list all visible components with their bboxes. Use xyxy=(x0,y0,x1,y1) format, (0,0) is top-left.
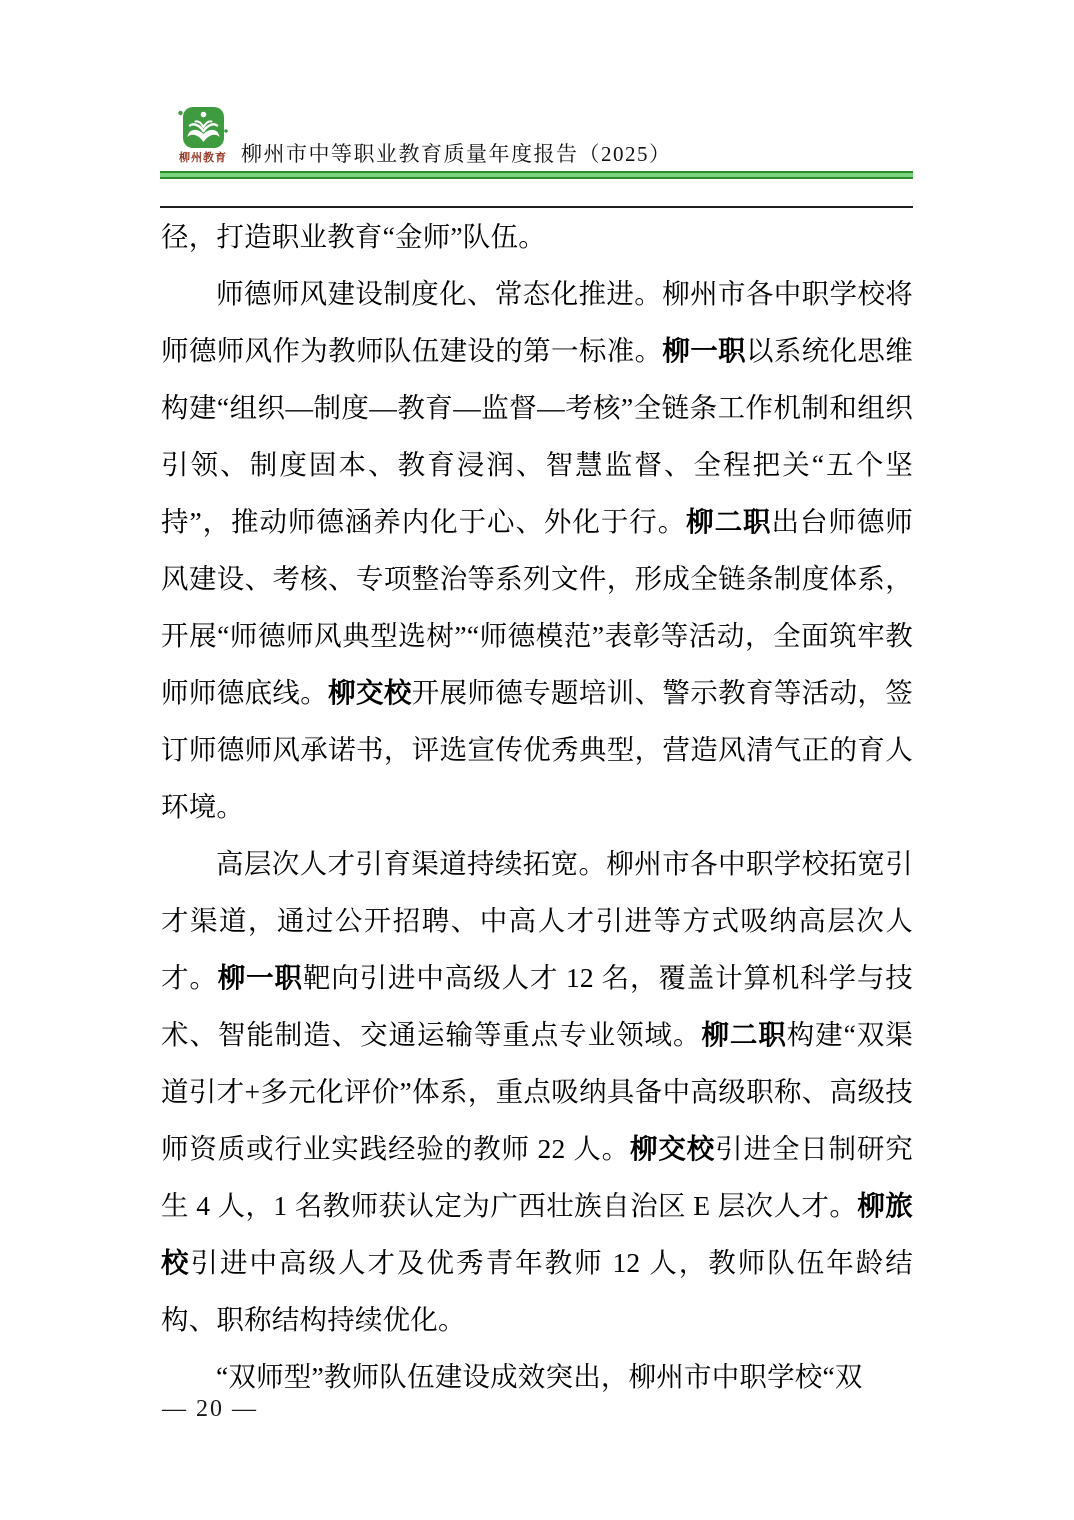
text-run: 高层次人才引育渠道持续拓宽。柳州市各中职学校拓宽引才渠道，通过公开招聘、中高人才引进等方式吸纳高层次人才。 xyxy=(161,848,913,993)
school-name-bold: 柳二职 xyxy=(686,506,772,537)
text-run: 师德师风建设制度化、常态化推进。柳州市各中职学校将师德师风作为教师队伍建设的第一标准。 xyxy=(161,278,913,366)
paragraph xyxy=(161,208,913,265)
book-bird-logo-icon xyxy=(178,106,228,152)
logo-caption: 柳州教育 xyxy=(179,152,227,164)
text-run: 径，打造职业教育“金师”队伍。 xyxy=(161,221,546,252)
school-name-bold: 柳一职 xyxy=(662,335,746,366)
text-run: 出台师德师风建设、考核、专项整治等系列文件，形成全链条制度体系，开展“师德师风典型选树”“师德模范”表彰等活动，全面筑牢教师师德底线。 xyxy=(161,506,913,708)
school-name-bold: 柳一职 xyxy=(217,962,303,993)
paragraph xyxy=(161,835,913,1348)
school-name-bold: 柳旅校 xyxy=(161,1190,914,1278)
school-name-bold: 柳交校 xyxy=(629,1133,716,1164)
report-header-title: 柳州市中等职业教育质量年度报告（2025） xyxy=(241,142,672,166)
paragraph xyxy=(161,1348,913,1405)
text-run: 靶向引进中高级人才 12 名，覆盖计算机科学与技术、智能制造、交通运输等重点专业领域。 xyxy=(161,962,913,1050)
header-green-double-rule xyxy=(160,171,913,179)
text-run: 引进全日制研究生 4 人，1 名教师获认定为广西壮族自治区 E 层次人才。 xyxy=(161,1133,913,1221)
liuzhou-education-logo xyxy=(172,106,234,165)
school-name-bold: 柳交校 xyxy=(328,677,412,708)
school-name-bold: 柳二职 xyxy=(701,1019,787,1050)
text-run: 以系统化思维构建“组织—制度—教育—监督—考核”全链条工作机制和组织引领、制度固本、教育浸润、智慧监督、全程把关“五个坚持”，推动师德涵养内化于心、外化于行。 xyxy=(161,335,913,537)
text-run: “双师型”教师队伍建设成效突出，柳州市中职学校“双 xyxy=(216,1361,863,1392)
body-text xyxy=(161,208,913,1405)
page-number: — 20 — xyxy=(162,1396,258,1422)
paragraph xyxy=(161,265,913,835)
text-run: 开展师德专题培训、警示教育等活动，签订师德师风承诺书，评选宣传优秀典型，营造风清气正的育人环境。 xyxy=(161,677,913,822)
text-run: 引进中高级人才及优秀青年教师 12 人，教师队伍年龄结构、职称结构持续优化。 xyxy=(161,1247,913,1335)
text-run: 构建“双渠道引才+多元化评价”体系，重点吸纳具备中高级职称、高级技师资质或行业实践经验的教师 22 人。 xyxy=(161,1019,913,1164)
